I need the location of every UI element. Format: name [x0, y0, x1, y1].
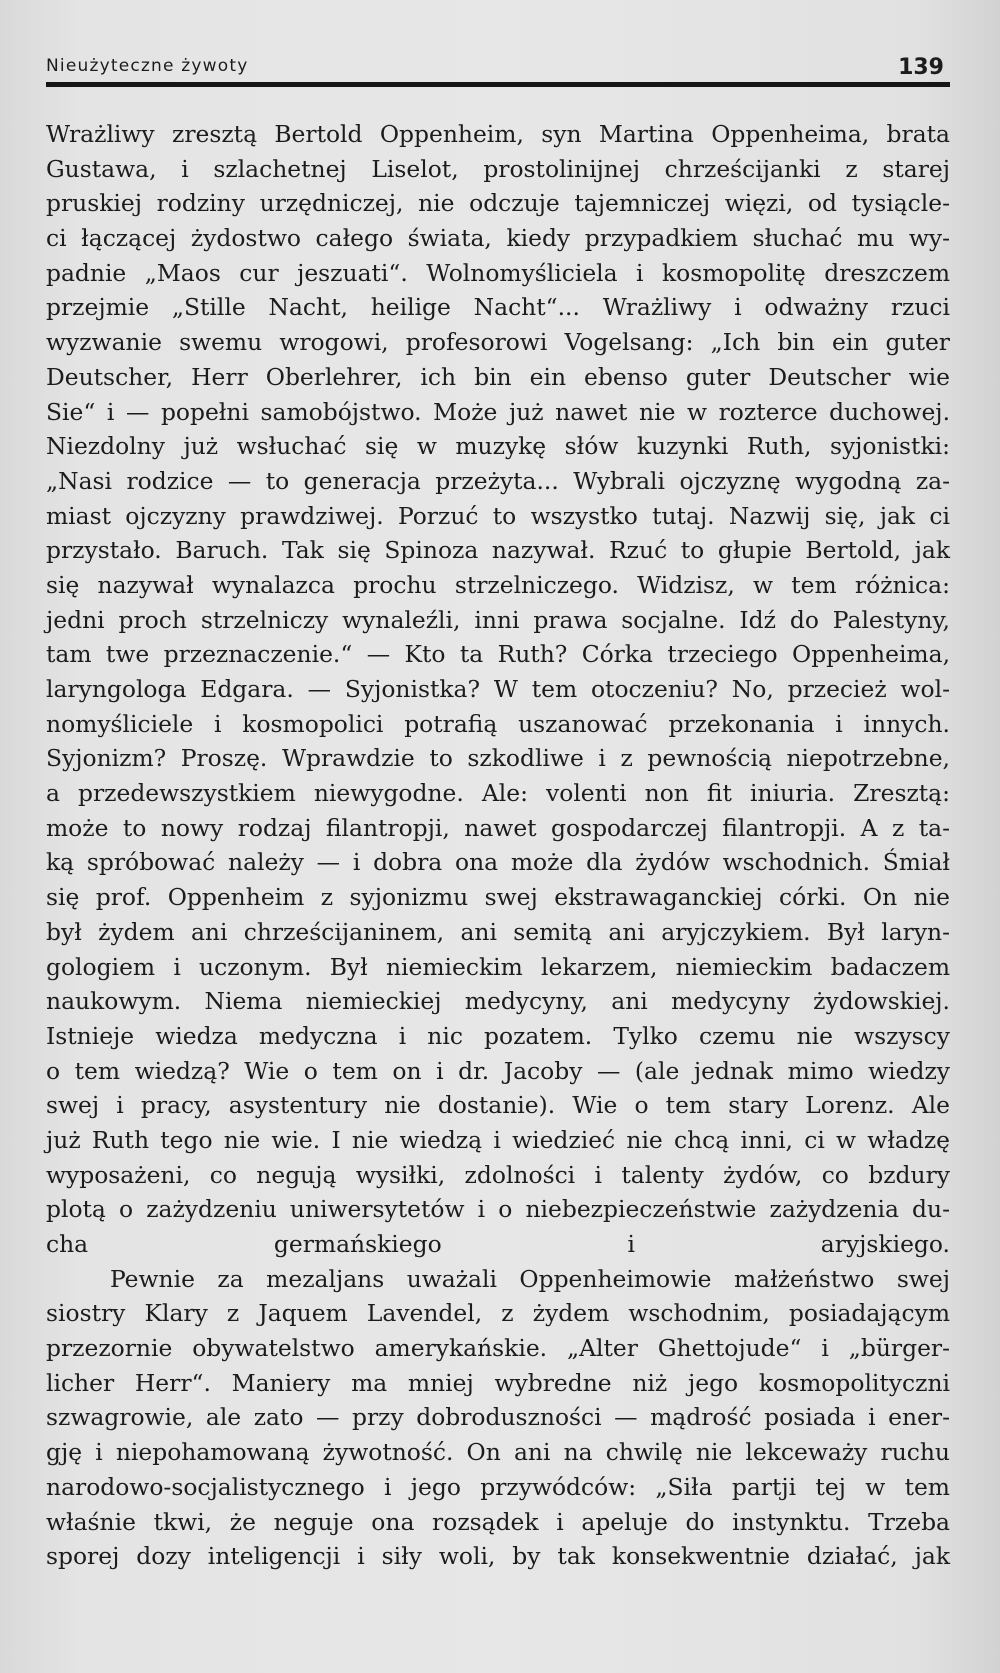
text-line: przejmie „Stille Nacht, heilige Nacht“... Wrażliwy i odważny rzuci — [46, 293, 950, 322]
text-line: właśnie tkwi, że neguje ona rozsądek i apeluje do instynktu. Trzeba — [46, 1507, 950, 1536]
text-line: Gustawa, i szlachetnej Liselot, prostolinijnej chrześcijanki z starej — [46, 154, 950, 183]
body-text — [46, 117, 950, 1574]
text-line: Niezdolny już wsłuchać się w muzykę słów kuzynki Ruth, syjonistki: — [46, 432, 950, 461]
text-line: nomyśliciele i kosmopolici potrafią uszanować przekonania i innych. — [46, 709, 950, 738]
text-line: gję i niepohamowaną żywotność. On ani na chwilę nie lekceważy ruchu — [46, 1438, 950, 1467]
text-line: szwagrowie, ale zato — przy dobroduszności — mądrość posiada i ener- — [46, 1403, 950, 1432]
text-line: a przedewszystkiem niewygodne. Ale: volenti non fit iniuria. Zresztą: — [46, 779, 950, 808]
text-line: plotą o zażydzeniu uniwersytetów i o niebezpieczeństwie zażydzenia du- — [46, 1195, 950, 1224]
text-line: Syjonizm? Proszę. Wprawdzie to szkodliwe i z pewnością niepotrzebne, — [46, 744, 950, 773]
paragraph — [46, 1262, 950, 1574]
page-number: 139 — [898, 55, 944, 80]
header-rule — [46, 82, 950, 87]
text-line: o tem wiedzą? Wie o tem on i dr. Jacoby — (ale jednak mimo wiedzy — [46, 1056, 950, 1085]
text-line: swej i pracy, asystentury nie dostanie). Wie o tem stary Lorenz. Ale — [46, 1091, 950, 1120]
text-line: gologiem i uczonym. Był niemieckim lekarzem, niemieckim badaczem — [46, 952, 950, 981]
text-line: Deutscher, Herr Oberlehrer, ich bin ein ebenso guter Deutscher wie — [46, 362, 950, 391]
text-line: wyposażeni, co negują wysiłki, zdolności i talenty żydów, co bzdury — [46, 1160, 950, 1189]
text-line: laryngologa Edgara. — Syjonistka? W tem otoczeniu? No, przecież wol- — [46, 675, 950, 703]
text-line: Istnieje wiedza medyczna i nic pozatem. Tylko czemu nie wszyscy — [46, 1021, 950, 1050]
text-line: się prof. Oppenheim z syjonizmu swej ekstrawaganckiej córki. On nie — [46, 883, 950, 912]
text-line: był żydem ani chrześcijaninem, ani semitą ani aryjczykiem. Był laryn- — [46, 917, 950, 946]
text-line: przezornie obywatelstwo amerykańskie. „Alter Ghettojude“ i „bürger- — [46, 1334, 950, 1363]
text-line: jedni proch strzelniczy wynaleźli, inni prawa socjalne. Idź do Palestyny, — [46, 605, 950, 634]
text-line: „Nasi rodzice — to generacja przeżyta... Wybrali ojczyznę wygodną za- — [46, 466, 950, 495]
text-line: się nazywał wynalazca prochu strzelniczego. Widzisz, w tem różnica: — [46, 570, 950, 599]
text-line: już Ruth tego nie wie. I nie wiedzą i wiedzieć nie chcą inni, ci w władzę — [46, 1125, 950, 1154]
text-line: ci łączącej żydostwo całego świata, kiedy przypadkiem słuchać mu wy- — [46, 224, 950, 253]
text-line: wyzwanie swemu wrogowi, profesorowi Vogelsang: „Ich bin ein guter — [46, 328, 950, 357]
text-line: przystało. Baruch. Tak się Spinoza nazywał. Rzuć to głupie Bertold, jak — [46, 536, 950, 565]
text-line: Pewnie za mezaljans uważali Oppenheimowie małżeństwo swej — [110, 1264, 950, 1293]
text-line: może to nowy rodzaj filantropji, nawet gospodarczej filantropji. A z ta- — [46, 813, 950, 842]
text-line: sporej dozy inteligencji i siły woli, by tak konsekwentnie działać, jak — [46, 1542, 950, 1571]
text-line: Sie“ i — popełni samobójstwo. Może już nawet nie w rozterce duchowej. — [46, 397, 950, 426]
page-header — [46, 44, 950, 80]
text-line: licher Herr“. Maniery ma mniej wybredne niż jego kosmopolityczni — [46, 1368, 950, 1397]
text-line: siostry Klary z Jaquem Lavendel, z żydem wschodnim, posiadającym — [46, 1299, 950, 1328]
text-line: Wrażliwy zresztą Bertold Oppenheim, syn Martina Oppenheima, brata — [46, 120, 950, 148]
text-line: naukowym. Niema niemieckiej medycyny, ani medycyny żydowskiej. — [46, 987, 950, 1016]
text-line: miast ojczyzny prawdziwej. Porzuć to wszystko tutaj. Nazwij się, jak ci — [46, 501, 950, 530]
text-line: narodowo-socjalistycznego i jego przywódców: „Siła partji tej w tem — [46, 1472, 950, 1501]
text-line: cha germańskiego i aryjskiego. — [46, 1230, 950, 1258]
text-line: padnie „Maos cur jeszuati“. Wolnomyśliciela i kosmopolitę dreszczem — [46, 258, 950, 287]
paragraph — [46, 117, 950, 1262]
text-line: ką spróbować należy — i dobra ona może dla żydów wschodnich. Śmiał — [46, 848, 950, 877]
text-line: tam twe przeznaczenie.“ — Kto ta Ruth? Córka trzeciego Oppenheima, — [46, 640, 950, 669]
running-title: Nieużyteczne żywoty — [46, 56, 249, 76]
text-line: pruskiej rodziny urzędniczej, nie odczuje tajemniczej więzi, od tysiącle- — [46, 189, 950, 218]
